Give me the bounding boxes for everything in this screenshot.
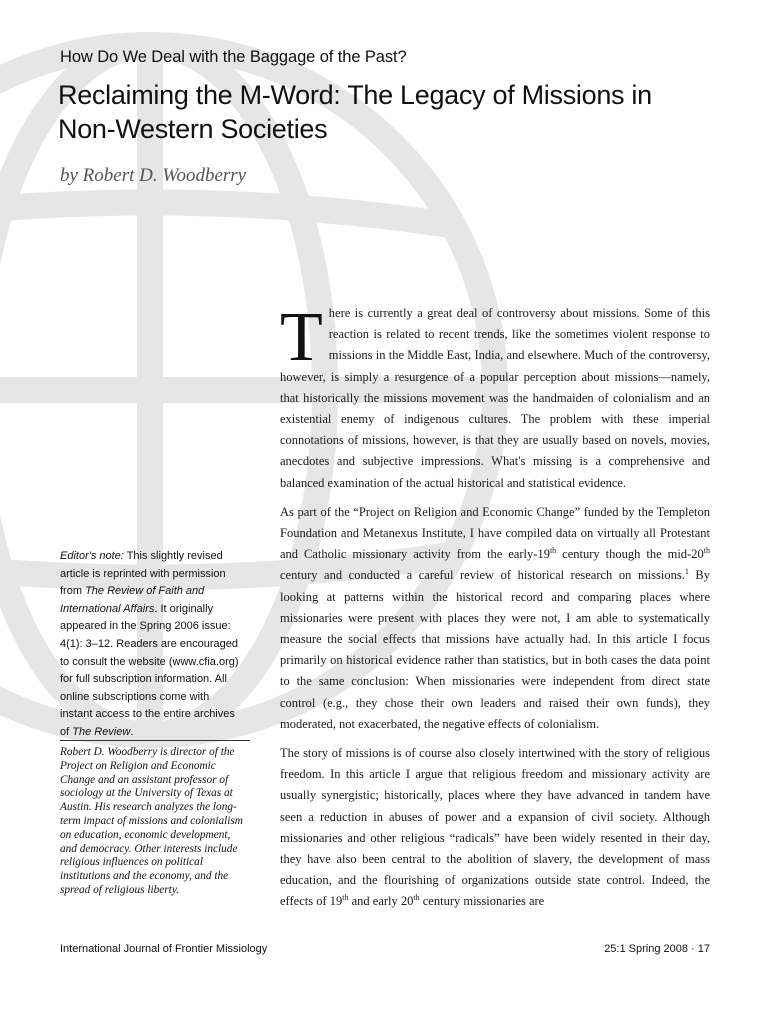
footer-journal-name: International Journal of Frontier Missiology: [60, 943, 268, 955]
footnote-ref[interactable]: 1: [684, 567, 689, 577]
editors-note-label: Editor's note:: [60, 550, 124, 562]
author-bio: Robert D. Woodberry is director of the Project on Religion and Economic Change and an assistant professor of sociology at the University of Texas at Austin. His research analyzes the long-term impact of missions and colonialism on education, economic development, and democracy. Other interests include religious influences on political institutions and the economy, and the spread of religious liberty.: [60, 740, 250, 898]
drop-cap: T: [280, 299, 323, 376]
body-paragraph-3: The story of missions is of course also closely intertwined with the story of religious freedom. In this article I argue that religious freedom and missionary activity are usually synergistic; historically, places where they have advanced in tandem have seen a reduction in abuses of power and a expansion of civil society. Although missionaries and other religious “radicals” have been widely resented in their day, they have also been central to the abolition of slavery, the development of mass education, and the flourishing of organizations outside state control. Indeed, the effects of 19th and early 20th century missionaries are: [280, 746, 710, 909]
body-paragraph-2: As part of the “Project on Religion and Economic Change” funded by the Templeton Foundation and Metanexus Institute, I have compiled data on virtually all Protestant and Catholic missionary activity from the early-19th century though the mid-20th century and conducted a careful review of historical research on missions.$^1$ By looking at patterns within the historical record and comparing places where missionaries were present with places they were not, I am able to systematically measure the social effects that missions have actually had. In this article I focus primarily on historical evidence rather than statistics, but in both cases the data point to the same conclusion: When missionaries were independent from direct state control (e.g., they chose their own leaders and raised their own funds), they moderated, not exacerbated, the negative effects of colonialism.: [280, 504, 711, 731]
article-kicker: How Do We Deal with the Baggage of the Past?: [60, 48, 407, 66]
article-title: Reclaiming the M-Word: The Legacy of Missions in Non-Western Societies: [58, 80, 652, 144]
body-paragraph-1: There is currently a great deal of controversy about missions. Some of this reaction is related to recent trends, like the sometimes violent response to missions in the Middle East, India, and elsewhere. Much of the controversy, however, is simply a resurgence of a popular perception about missions—namely, that historically the missions movement was the handmaiden of colonialism and an existential enemy of indigenous cultures. The problem with these imperial connotations of missions, however, is that they are usually based on novels, movies, anecdotes and subjective impressions. What's missing is a comprehensive and balanced examination of the actual historical and statistical evidence.: [280, 299, 710, 490]
author-byline: by Robert D. Woodberry: [60, 165, 247, 186]
footer-page-number: 25:1 Spring 2008 · 17: [604, 943, 710, 955]
editors-note: Editor's note: This slightly revised article is reprinted with permission from The Review of Faith and International Affairs. It originally appeared in the Spring 2006 issue: 4(1): 3–12. Readers are encouraged to consult the website (www.cfia.org) for full subscription information. All online subscriptions come with instant access to the entire archives of The Review.: [60, 550, 239, 738]
article-body: [280, 299, 711, 921]
